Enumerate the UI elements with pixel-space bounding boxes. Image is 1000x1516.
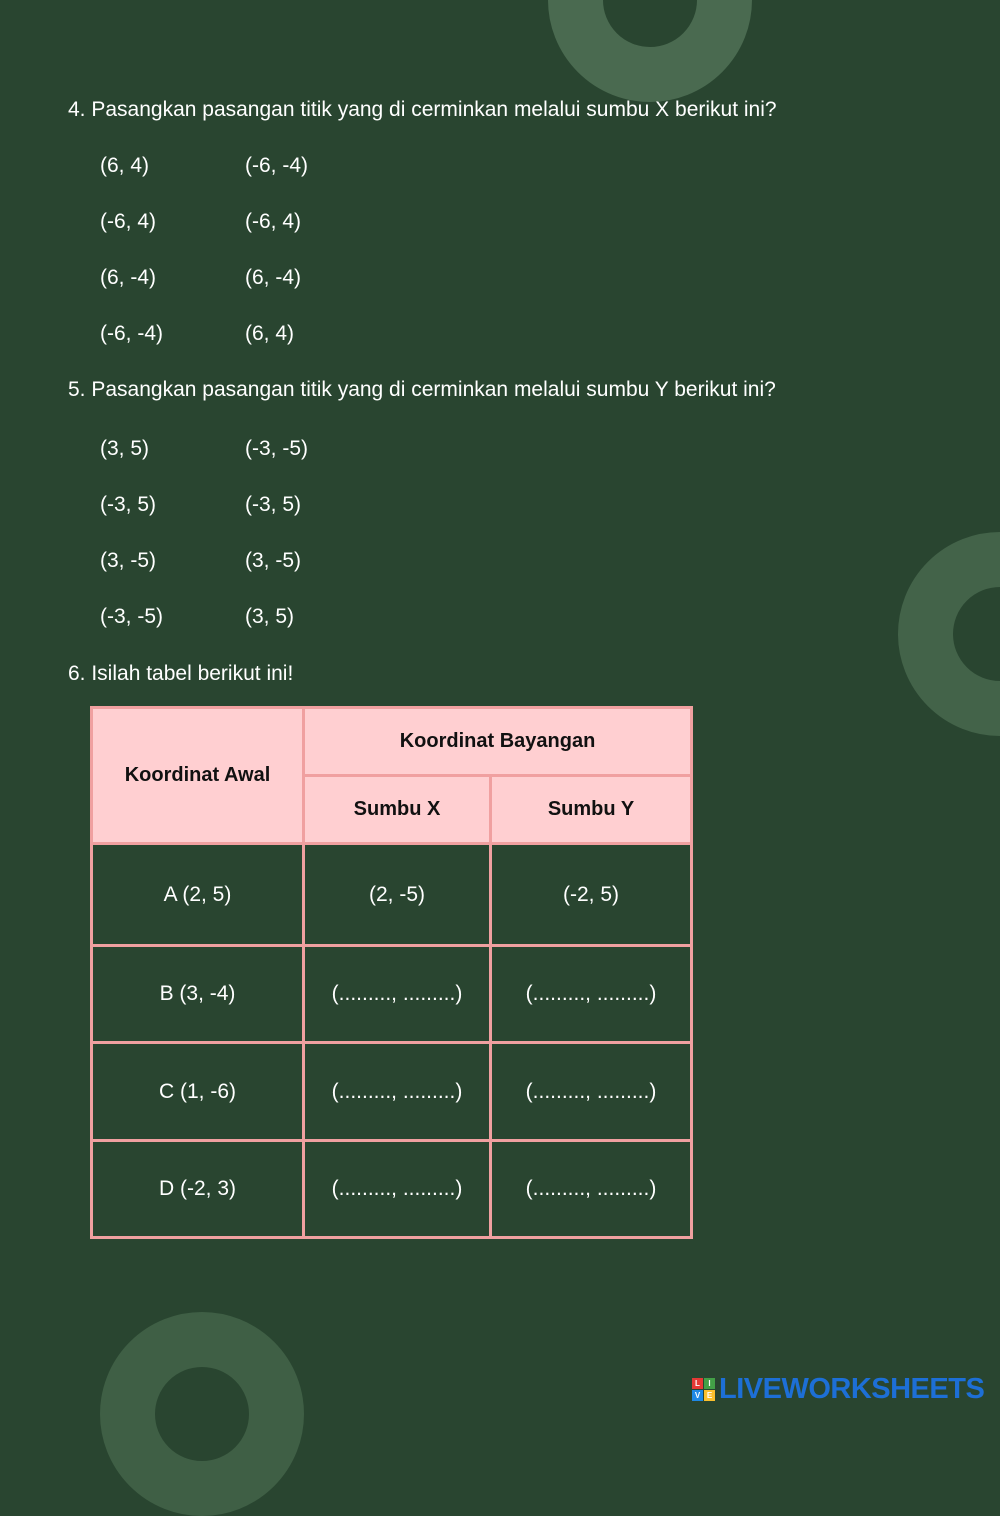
answer-field-sumbu-y[interactable]: (........., .........) [491,946,692,1043]
header-sumbu-x: Sumbu X [304,776,491,844]
pair-right[interactable]: (-3, 5) [245,493,302,516]
logo-letter-i: I [704,1378,715,1389]
question-4-prompt: 4. Pasangkan pasangan titik yang di cerminkan melalui sumbu X berikut ini? [68,98,777,121]
cell-sumbu-x: (2, -5) [304,844,491,946]
question-5-prompt: 5. Pasangkan pasangan titik yang di cerminkan melalui sumbu Y berikut ini? [68,378,776,401]
logo-text: LIVEWORKSHEETS [719,1372,985,1405]
pair-right[interactable]: (6, -4) [245,266,302,289]
table-row [92,1141,692,1238]
pair-left[interactable]: (-6, 4) [100,210,157,233]
answer-field-sumbu-y[interactable]: (........., .........) [491,1043,692,1141]
table-row [92,1043,692,1141]
cell-awal: C (1, -6) [92,1043,304,1141]
pair-right[interactable]: (3, -5) [245,549,302,572]
answer-field-sumbu-x[interactable]: (........., .........) [304,946,491,1043]
answer-field-sumbu-x[interactable]: (........., .........) [304,1141,491,1238]
liveworksheets-logo [692,1374,984,1404]
pair-right[interactable]: (3, 5) [245,605,295,628]
logo-letter-v: V [692,1390,703,1401]
decorative-ring-bottom [100,1312,304,1516]
decorative-ring-top [548,0,752,102]
pair-left[interactable]: (-3, -5) [100,605,163,628]
logo-letter-l: L [692,1378,703,1389]
pair-right[interactable]: (-6, 4) [245,210,302,233]
pair-left[interactable]: (6, 4) [100,154,150,177]
pair-left[interactable]: (6, -4) [100,266,157,289]
logo-letter-e: E [704,1390,715,1401]
pair-left[interactable]: (-3, 5) [100,493,157,516]
pair-left[interactable]: (3, -5) [100,549,157,572]
pair-right[interactable]: (-3, -5) [245,437,308,460]
cell-awal: D (-2, 3) [92,1141,304,1238]
answer-field-sumbu-y[interactable]: (........., .........) [491,1141,692,1238]
pair-right[interactable]: (-6, -4) [245,154,308,177]
pair-left[interactable]: (3, 5) [100,437,150,460]
pair-right[interactable]: (6, 4) [245,322,295,345]
pair-left[interactable]: (-6, -4) [100,322,163,345]
decorative-ring-right [898,532,1000,736]
cell-sumbu-y: (-2, 5) [491,844,692,946]
header-sumbu-y: Sumbu Y [491,776,692,844]
table-row [92,844,692,946]
header-koordinat-bayangan: Koordinat Bayangan [304,708,692,776]
header-koordinat-awal: Koordinat Awal [92,708,304,844]
cell-awal: A (2, 5) [92,844,304,946]
cell-awal: B (3, -4) [92,946,304,1043]
coordinate-table [90,706,693,1239]
answer-field-sumbu-x[interactable]: (........., .........) [304,1043,491,1141]
question-6-prompt: 6. Isilah tabel berikut ini! [68,662,294,685]
logo-icon [692,1378,715,1401]
table-row [92,946,692,1043]
